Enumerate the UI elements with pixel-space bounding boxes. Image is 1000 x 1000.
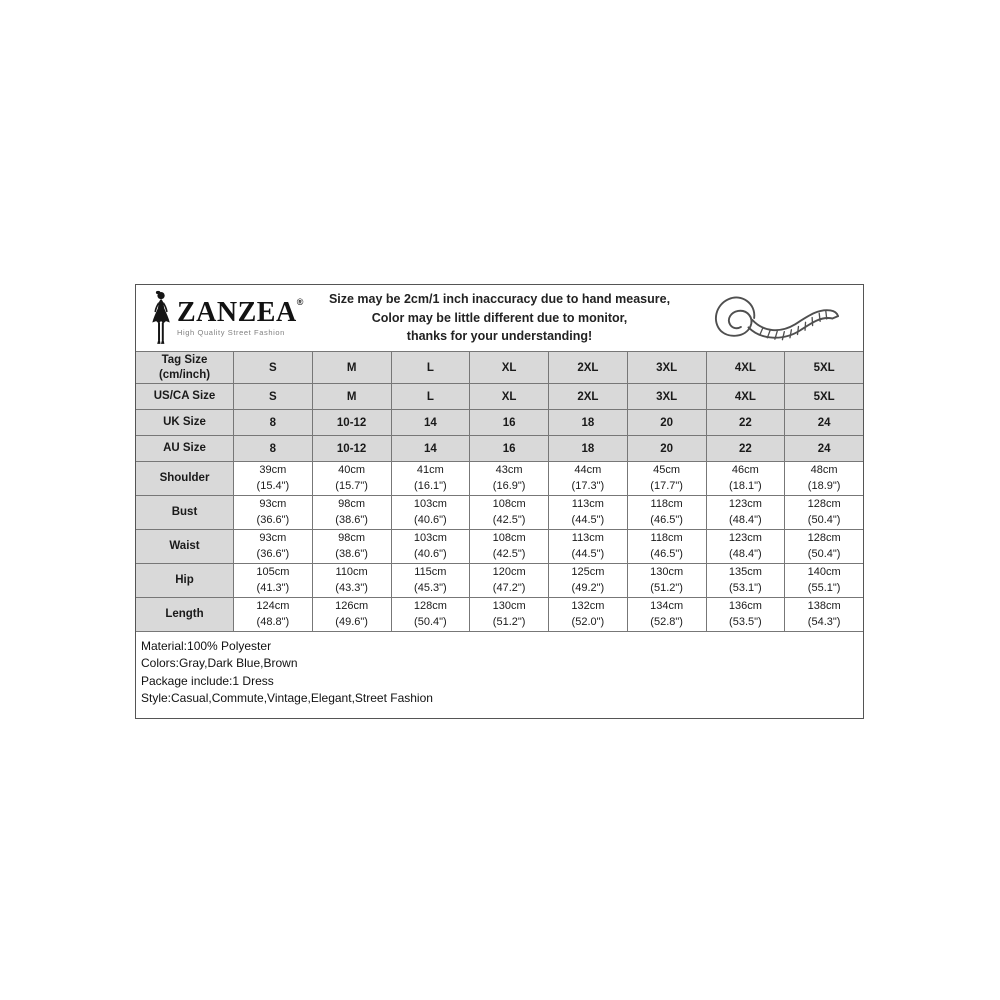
measure-cell: [233, 462, 312, 495]
measure-cell: [784, 496, 863, 529]
size-cell-text: 8: [269, 442, 277, 455]
row-label: [136, 462, 233, 495]
measure-cell-text: 98cm: [338, 532, 366, 545]
size-cell: [784, 436, 863, 461]
size-cell: [784, 352, 863, 383]
measure-cell-text: (38.6"): [335, 547, 368, 560]
size-cell-text: 24: [817, 416, 831, 429]
row-label: [136, 564, 233, 597]
row-label: [136, 436, 233, 461]
measure-cell-text: (17.7"): [650, 479, 683, 492]
size-cell: [784, 384, 863, 409]
measure-cell: [706, 598, 785, 631]
size-cell: [784, 410, 863, 435]
detail-line: Material:100% Polyester: [141, 639, 272, 653]
detail-line: Style:Casual,Commute,Vintage,Elegant,Street Fashion: [141, 691, 433, 706]
measure-cell-text: 93cm: [259, 532, 287, 545]
size-cell: [548, 384, 627, 409]
size-cell: [312, 410, 391, 435]
size-cell: [706, 352, 785, 383]
measure-cell-text: (41.3"): [256, 581, 290, 594]
measure-cell: [391, 462, 470, 495]
measure-cell-text: 126cm: [335, 600, 369, 613]
size-cell-text: 16: [502, 416, 516, 429]
measure-cell-text: (15.7"): [335, 479, 368, 492]
measure-cell-text: 93cm: [259, 498, 287, 511]
measure-cell-text: (15.4"): [256, 479, 290, 492]
logo-text: [177, 299, 303, 337]
measure-cell-text: 46cm: [731, 464, 759, 477]
measure-row: [136, 597, 863, 631]
measure-cell-text: (48.8"): [256, 615, 290, 628]
measure-cell-text: 115cm: [414, 566, 447, 579]
measure-cell-text: (50.4"): [807, 547, 841, 560]
disclaimer-line-1: Size may be 2cm/1 inch inaccuracy due to hand measure,: [328, 291, 671, 306]
measure-cell-text: 123cm: [728, 498, 762, 511]
measure-cell-text: 108cm: [492, 532, 526, 545]
disclaimer-line-3: thanks for your understanding!: [406, 329, 593, 344]
measure-cell-text: (51.2"): [650, 581, 683, 594]
sheet-header: [136, 285, 863, 351]
measure-cell-text: 140cm: [807, 566, 841, 579]
size-cell-text: L: [426, 390, 434, 403]
measure-cell-text: (51.2"): [492, 615, 526, 628]
measure-cell: [469, 462, 548, 495]
size-cell-text: XL: [501, 361, 517, 374]
measure-cell-text: (42.5"): [492, 547, 526, 560]
measure-cell-text: 138cm: [807, 600, 841, 613]
measure-cell-text: 40cm: [338, 464, 366, 477]
measure-cell-text: (40.6"): [414, 547, 447, 560]
measure-cell-text: 105cm: [256, 566, 290, 579]
measure-cell-text: 48cm: [810, 464, 838, 477]
measure-cell: [469, 496, 548, 529]
row-label-text: Waist: [169, 540, 200, 553]
size-cell-text: 22: [738, 442, 752, 455]
measure-cell: [627, 462, 706, 495]
measure-cell-text: (44.5"): [571, 547, 605, 560]
row-label: [136, 598, 233, 631]
size-cell-text: 3XL: [656, 361, 678, 374]
row-label-text: Length: [165, 608, 204, 621]
measure-cell: [627, 496, 706, 529]
measure-cell-text: (54.3"): [807, 615, 841, 628]
measure-cell-text: (43.3"): [335, 581, 368, 594]
measure-cell-text: (49.2"): [571, 581, 605, 594]
measure-cell-text: 113cm: [571, 498, 604, 511]
measure-cell-text: 136cm: [728, 600, 762, 613]
measure-cell: [627, 598, 706, 631]
measure-cell-text: 108cm: [492, 498, 526, 511]
measure-cell: [784, 530, 863, 563]
row-label: [136, 352, 233, 383]
tape-measure-icon: [707, 290, 839, 346]
measure-cell: [312, 598, 391, 631]
size-cell-text: S: [269, 390, 277, 403]
measure-cell-text: (55.1"): [807, 581, 841, 594]
measure-cell: [469, 598, 548, 631]
size-cell: [469, 436, 548, 461]
measure-row: [136, 461, 863, 495]
size-cell: [233, 352, 312, 383]
size-row: [136, 435, 863, 461]
brand-name: ZANZEA: [177, 297, 297, 329]
measure-row: [136, 495, 863, 529]
size-cell-text: 5XL: [813, 361, 835, 374]
size-cell: [312, 436, 391, 461]
size-cell-text: 18: [581, 416, 595, 429]
size-cell-text: M: [346, 390, 357, 403]
measure-cell-text: 128cm: [807, 498, 841, 511]
measure-cell-text: (36.6"): [256, 547, 290, 560]
measure-cell: [312, 462, 391, 495]
size-cell: [233, 436, 312, 461]
measure-cell-text: 123cm: [728, 532, 762, 545]
size-cell-text: 2XL: [577, 361, 599, 374]
measure-cell-text: (49.6"): [335, 615, 368, 628]
measure-cell: [391, 564, 470, 597]
row-label-text: (cm/inch): [158, 368, 211, 381]
row-label-text: Hip: [175, 574, 194, 587]
measure-cell-text: 118cm: [650, 498, 683, 511]
measure-cell-text: (52.0"): [571, 615, 605, 628]
measure-cell-text: 118cm: [650, 532, 683, 545]
measure-cell: [706, 496, 785, 529]
size-cell: [312, 384, 391, 409]
measure-cell: [233, 530, 312, 563]
measure-cell: [706, 462, 785, 495]
measure-cell: [706, 564, 785, 597]
measure-cell-text: 44cm: [574, 464, 602, 477]
registered-mark: ®: [296, 297, 304, 308]
measure-cell: [469, 564, 548, 597]
row-label: [136, 410, 233, 435]
measure-cell-text: (45.3"): [414, 581, 447, 594]
size-cell-text: 10-12: [336, 416, 367, 429]
measure-cell-text: (48.4"): [729, 513, 762, 526]
measure-cell: [233, 496, 312, 529]
measure-cell: [784, 564, 863, 597]
size-table: [136, 351, 863, 631]
measure-cell: [548, 564, 627, 597]
measure-cell-text: 103cm: [413, 532, 447, 545]
measure-cell-text: 128cm: [807, 532, 841, 545]
measure-cell-text: (16.1"): [414, 479, 447, 492]
row-label-text: Tag Size: [161, 354, 208, 367]
measure-row: [136, 563, 863, 597]
size-cell-text: 2XL: [577, 390, 599, 403]
measure-cell: [391, 496, 470, 529]
measure-cell: [784, 598, 863, 631]
size-cell: [391, 384, 470, 409]
size-cell: [391, 410, 470, 435]
size-cell: [391, 436, 470, 461]
row-label-text: Bust: [171, 506, 198, 519]
size-cell: [548, 436, 627, 461]
measure-cell-text: 130cm: [650, 566, 684, 579]
measure-cell: [548, 496, 627, 529]
measure-cell-text: 43cm: [495, 464, 523, 477]
measure-cell-text: 125cm: [571, 566, 605, 579]
measure-cell: [233, 598, 312, 631]
size-cell-text: 18: [581, 442, 595, 455]
size-cell-text: S: [269, 361, 277, 374]
measure-cell: [784, 462, 863, 495]
product-details: [136, 631, 863, 718]
row-label-text: Shoulder: [159, 472, 210, 485]
row-label: [136, 496, 233, 529]
size-cell: [548, 410, 627, 435]
row-label-text: AU Size: [163, 442, 206, 455]
tape-measure-wrap: [683, 290, 863, 346]
measure-cell-text: (17.3"): [571, 479, 605, 492]
size-cell: [469, 352, 548, 383]
size-cell-text: 14: [423, 442, 437, 455]
measure-cell-text: 103cm: [413, 498, 447, 511]
measure-cell-text: (53.5"): [729, 615, 762, 628]
measure-cell-text: (18.1"): [729, 479, 762, 492]
size-cell-text: 20: [660, 442, 674, 455]
measure-cell-text: 113cm: [571, 532, 604, 545]
measure-cell-text: (18.9"): [807, 479, 841, 492]
measure-cell: [548, 530, 627, 563]
measure-cell-text: (36.6"): [256, 513, 290, 526]
measure-cell-text: (44.5"): [571, 513, 605, 526]
size-cell: [391, 352, 470, 383]
measure-cell: [391, 598, 470, 631]
measure-cell-text: 132cm: [571, 600, 605, 613]
measure-cell: [312, 530, 391, 563]
measure-cell-text: (42.5"): [492, 513, 526, 526]
measure-cell: [312, 564, 391, 597]
size-cell-text: 4XL: [734, 390, 756, 403]
measure-cell-text: 128cm: [413, 600, 447, 613]
measure-cell-text: 120cm: [492, 566, 526, 579]
measure-cell-text: 39cm: [259, 464, 287, 477]
size-cell-text: 14: [423, 416, 437, 429]
size-cell: [627, 436, 706, 461]
size-cell-text: 4XL: [734, 361, 756, 374]
size-cell-text: 10-12: [336, 442, 367, 455]
measure-cell-text: (46.5"): [650, 513, 683, 526]
size-cell: [706, 436, 785, 461]
size-cell: [706, 410, 785, 435]
measure-cell-text: 98cm: [338, 498, 366, 511]
size-cell: [627, 352, 706, 383]
size-cell-text: 22: [738, 416, 752, 429]
size-row: [136, 351, 863, 383]
size-cell-text: 5XL: [813, 390, 835, 403]
size-row: [136, 409, 863, 435]
measure-cell-text: 130cm: [492, 600, 526, 613]
disclaimer-line-2: Color may be little different due to monitor,: [371, 310, 628, 325]
measure-cell: [627, 530, 706, 563]
size-cell-text: L: [426, 361, 434, 374]
size-cell: [469, 410, 548, 435]
measure-cell-text: (48.4"): [729, 547, 762, 560]
size-cell-text: 16: [502, 442, 516, 455]
measure-cell-text: 134cm: [650, 600, 684, 613]
measure-cell-text: (38.6"): [335, 513, 368, 526]
detail-line: Colors:Gray,Dark Blue,Brown: [141, 656, 298, 671]
size-cell: [233, 410, 312, 435]
measure-cell-text: (40.6"): [414, 513, 447, 526]
detail-line: Package include:1 Dress: [141, 673, 274, 688]
measure-cell: [469, 530, 548, 563]
size-row: [136, 383, 863, 409]
size-chart-sheet: [135, 284, 864, 719]
size-cell-text: 24: [817, 442, 831, 455]
measure-cell: [627, 564, 706, 597]
size-cell: [469, 384, 548, 409]
measure-cell-text: 110cm: [335, 566, 368, 579]
size-cell: [627, 384, 706, 409]
measure-cell-text: (50.4"): [807, 513, 841, 526]
measure-cell: [312, 496, 391, 529]
measure-cell-text: 45cm: [653, 464, 681, 477]
size-cell-text: M: [346, 361, 357, 374]
brand-tagline: High Quality Street Fashion: [177, 328, 285, 338]
measure-cell: [548, 598, 627, 631]
row-label-text: UK Size: [163, 416, 206, 429]
measure-cell: [233, 564, 312, 597]
size-cell: [312, 352, 391, 383]
measure-cell-text: (47.2"): [492, 581, 526, 594]
size-disclaimer: [316, 290, 683, 346]
size-cell-text: 8: [269, 416, 277, 429]
measure-cell-text: (46.5"): [650, 547, 683, 560]
size-cell: [627, 410, 706, 435]
brand-logo: [136, 290, 316, 346]
size-cell: [233, 384, 312, 409]
measure-cell-text: 41cm: [416, 464, 444, 477]
measure-cell-text: (53.1"): [729, 581, 762, 594]
row-label: [136, 530, 233, 563]
row-label: [136, 384, 233, 409]
measure-cell-text: (52.8"): [650, 615, 683, 628]
size-cell-text: 3XL: [656, 390, 678, 403]
measure-cell: [706, 530, 785, 563]
measure-row: [136, 529, 863, 563]
measure-cell: [391, 530, 470, 563]
measure-cell-text: 124cm: [256, 600, 290, 613]
size-cell: [548, 352, 627, 383]
woman-silhouette-icon: [146, 290, 174, 346]
measure-cell-text: (16.9"): [492, 479, 526, 492]
measure-cell-text: (50.4"): [414, 615, 447, 628]
measure-cell: [548, 462, 627, 495]
size-cell: [706, 384, 785, 409]
size-cell-text: XL: [501, 390, 517, 403]
measure-cell-text: 135cm: [728, 566, 762, 579]
size-cell-text: 20: [660, 416, 674, 429]
row-label-text: US/CA Size: [153, 390, 216, 403]
